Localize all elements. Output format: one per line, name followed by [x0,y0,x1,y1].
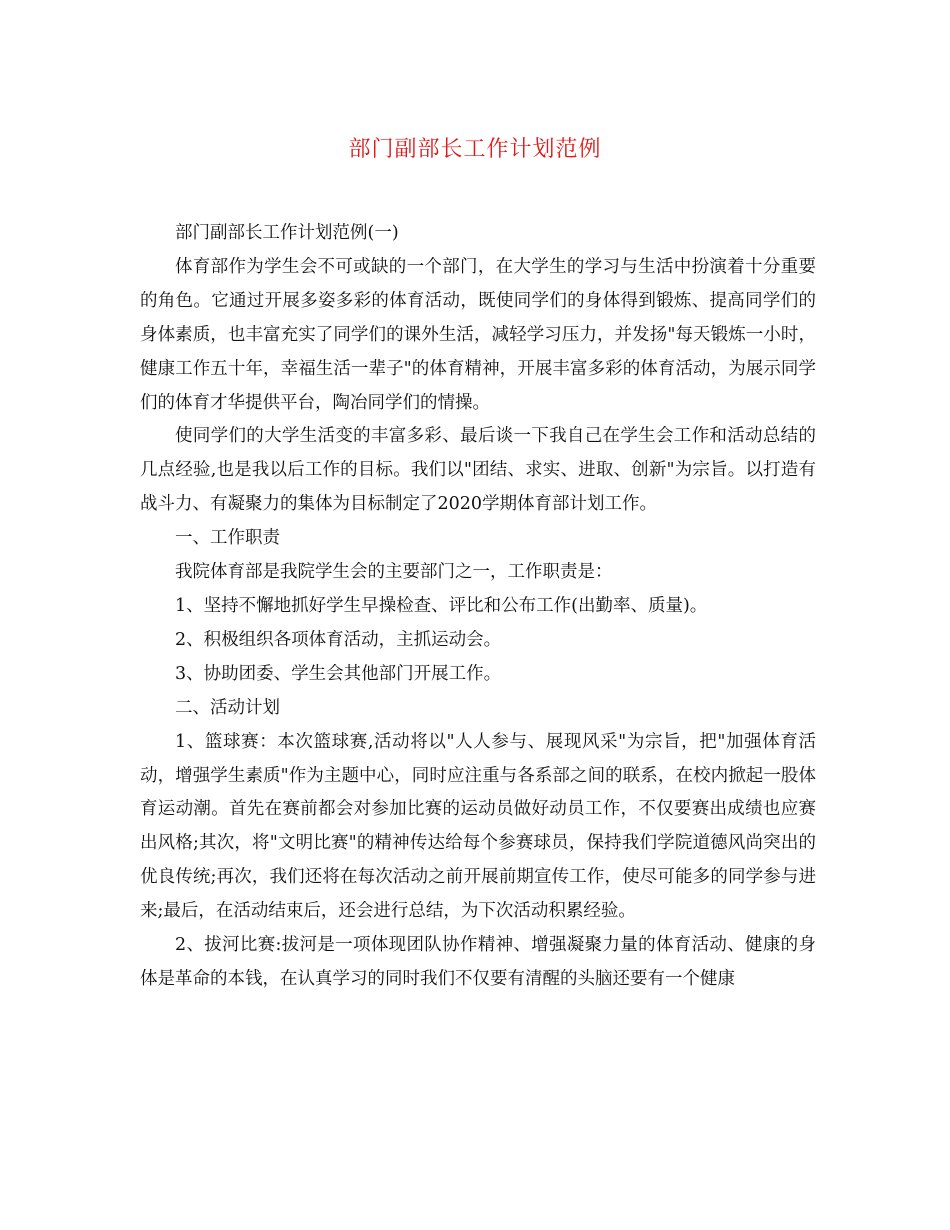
document-title: 部门副部长工作计划范例 [348,137,602,162]
list-item: 2、积极组织各项体育活动，主抓运动会。 [175,629,502,650]
list-item: 1、坚持不懈地抓好学生早操检查、评比和公布工作(出勤率、质量)。 [175,595,708,616]
paragraph: 2、拔河比赛:拔河是一项体现团队协作精神、增强凝聚力量的体育活动、健康的身体是革命的本钱，在认真学习的同时我们不仅要有清醒的头脑还要有一个健康 [140,935,816,989]
section-heading: 一、工作职责 [175,528,280,549]
section-heading: 部门副部长工作计划范例(一) [175,223,399,243]
list-item: 3、协助团委、学生会其他部门开展工作。 [175,663,502,684]
paragraph: 1、篮球赛：本次篮球赛,活动将以"人人参与、展现风采"为宗旨，把"加强体育活动，增强学生素质"作为主题中心，同时应注重与各系部之间的联系，在校内掀起一股体育运动潮。首先在赛前都会对参加比赛的运动员做好动员工作，不仅要赛出成绩也应赛出风格;其次，将"文明比赛"的精神传达给每个参赛球员，保持我们学院道德风尚突出的优良传统;再次，我们还将在每次活动之前开展前期宣传工作，使尽可能多的同学参与进来;最后，在活动结束后，还会进行总结，为下次活动积累经验。 [140,731,816,922]
paragraph: 我院体育部是我院学生会的主要部门之一，工作职责是： [175,562,613,583]
paragraph: 体育部作为学生会不可或缺的一个部门，在大学生的学习与生活中扮演着十分重要的角色。它通过开展多姿多彩的体育活动，既使同学们的身体得到锻炼、提高同学们的身体素质，也丰富充实了同学们的课外生活，减轻学习压力，并发扬"每天锻炼一小时，健康工作五十年，幸福生活一辈子"的体育精神，开展丰富多彩的体育活动，为展示同学们的体育才华提供平台，陶冶同学们的情操。 [140,256,816,413]
document-body [140,217,816,997]
section-heading: 二、活动计划 [175,697,280,718]
paragraph: 使同学们的大学生活变的丰富多彩、最后谈一下我自己在学生会工作和活动总结的几点经验,也是我以后工作的目标。我们以"团结、求实、进取、创新"为宗旨。以打造有战斗力、有凝聚力的集体为目标制定了2020学期体育部计划工作。 [140,426,816,515]
